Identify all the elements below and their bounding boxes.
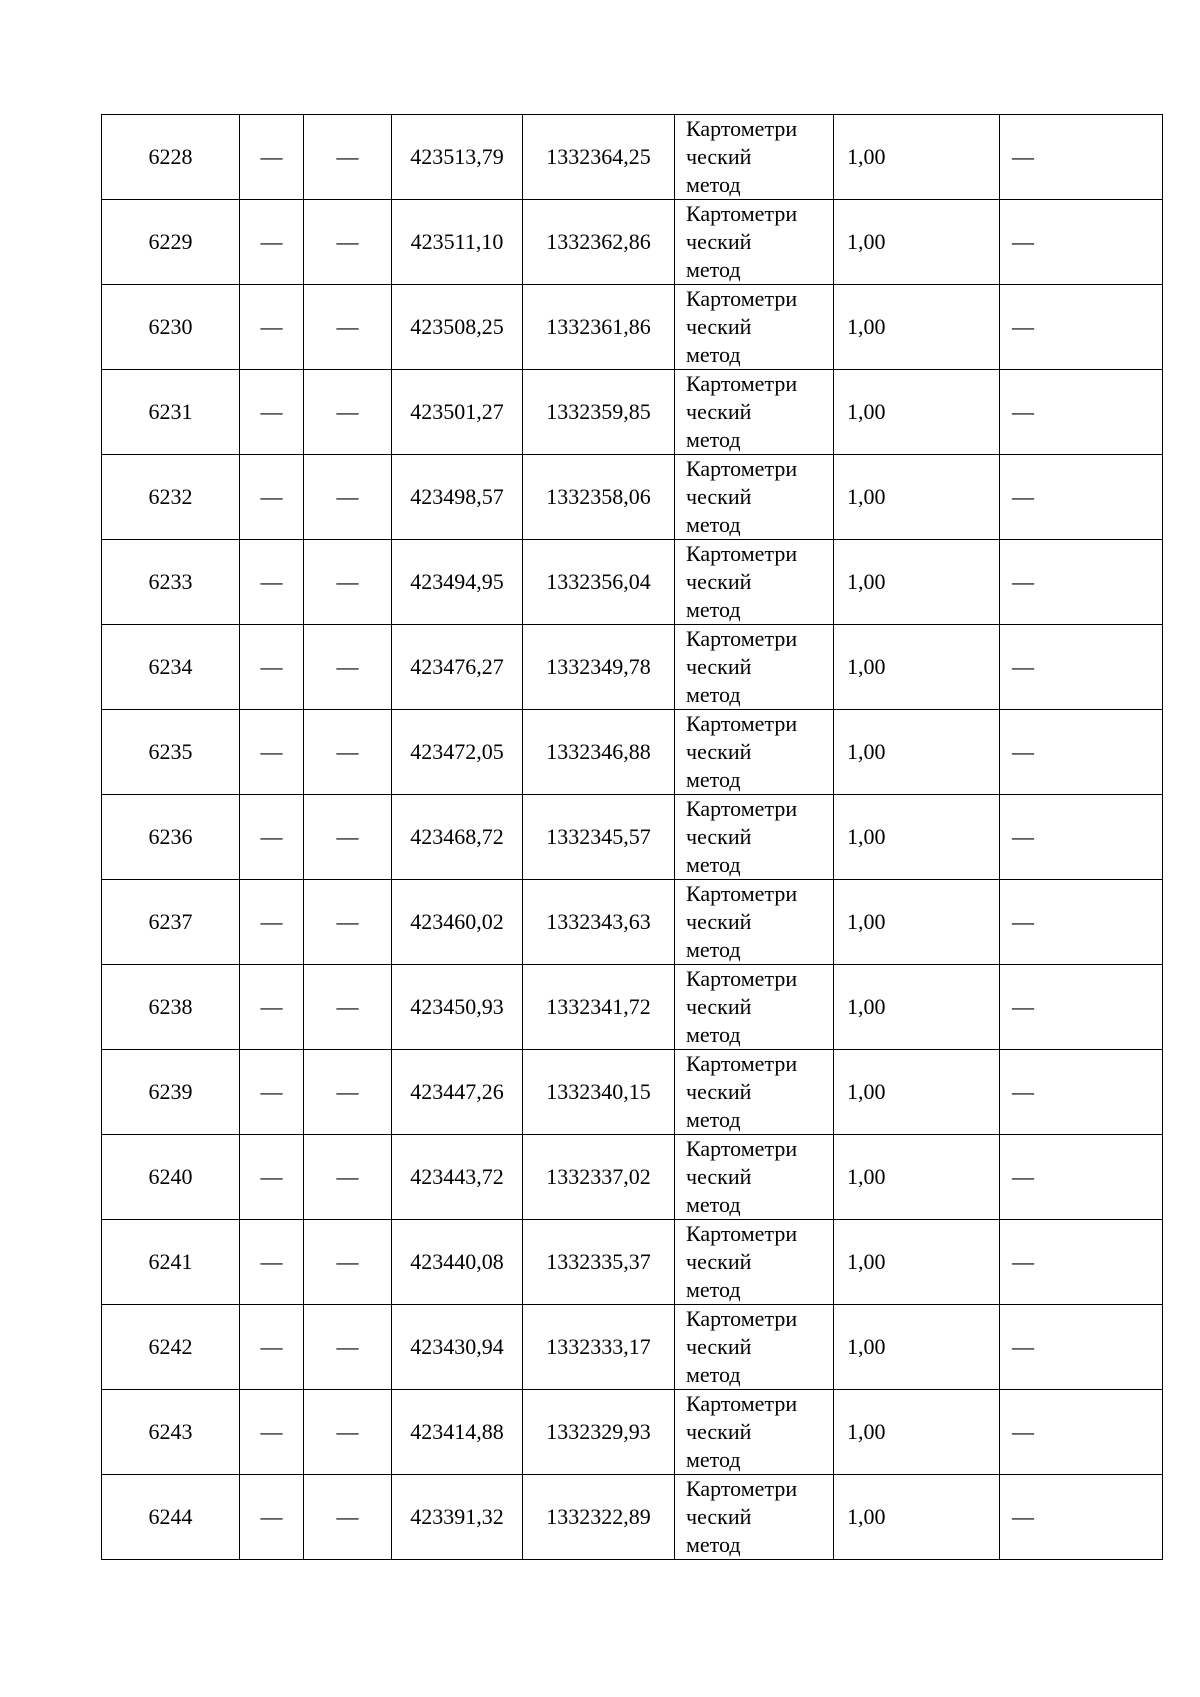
method-text-line: Картометри [686,1051,798,1076]
dash-cell: — [1000,370,1163,455]
accuracy-cell: 1,00 [834,1135,1000,1220]
dash-cell: — [1000,1475,1163,1560]
method-cell [675,1135,834,1220]
dash-cell: — [240,795,304,880]
method-text-line: Картометри [686,1221,798,1246]
x-coordinate-cell: 423443,72 [392,1135,523,1220]
dash-cell: — [1000,1050,1163,1135]
accuracy-cell: 1,00 [834,1475,1000,1560]
x-coordinate-cell: 423498,57 [392,455,523,540]
dash-cell: — [1000,455,1163,540]
y-coordinate-cell: 1332341,72 [523,965,675,1050]
dash-cell: — [1000,625,1163,710]
method-cell [675,200,834,285]
y-coordinate-cell: 1332359,85 [523,370,675,455]
dash-cell: — [1000,795,1163,880]
accuracy-cell: 1,00 [834,200,1000,285]
dash-cell: — [1000,880,1163,965]
dash-cell: — [1000,1220,1163,1305]
table-row [102,710,1163,795]
y-coordinate-cell: 1332335,37 [523,1220,675,1305]
table-row [102,540,1163,625]
coordinates-table [101,114,1163,1560]
dash-cell: — [304,625,392,710]
dash-cell: — [1000,965,1163,1050]
table-row [102,1220,1163,1305]
dash-cell: — [304,965,392,1050]
x-coordinate-cell: 423430,94 [392,1305,523,1390]
dash-cell: — [304,455,392,540]
dash-cell: — [304,1220,392,1305]
x-coordinate-cell: 423447,26 [392,1050,523,1135]
method-text-line: ческий [686,1249,752,1274]
table-row [102,1475,1163,1560]
method-text-line: ческий [686,1334,752,1359]
dash-cell: — [1000,115,1163,200]
dash-cell: — [240,965,304,1050]
accuracy-cell: 1,00 [834,795,1000,880]
method-text-line: Картометри [686,1136,798,1161]
accuracy-cell: 1,00 [834,1220,1000,1305]
method-text-line: Картометри [686,626,798,651]
y-coordinate-cell: 1332337,02 [523,1135,675,1220]
method-cell [675,1050,834,1135]
accuracy-cell: 1,00 [834,455,1000,540]
table-row [102,115,1163,200]
dash-cell: — [240,455,304,540]
method-text-line: метод [686,1277,741,1302]
method-text-line: метод [686,682,741,707]
method-text-line: метод [686,767,741,792]
method-text-line: метод [686,937,741,962]
method-text-line: метод [686,257,741,282]
dash-cell: — [240,370,304,455]
method-text-line: Картометри [686,1476,798,1501]
dash-cell: — [240,1390,304,1475]
method-cell [675,625,834,710]
dash-cell: — [240,200,304,285]
point-number-cell: 6230 [102,285,240,370]
method-cell [675,1390,834,1475]
table-row [102,1390,1163,1475]
x-coordinate-cell: 423508,25 [392,285,523,370]
method-text-line: Картометри [686,711,798,736]
method-text-line: Картометри [686,286,798,311]
dash-cell: — [1000,1135,1163,1220]
y-coordinate-cell: 1332361,86 [523,285,675,370]
dash-cell: — [240,880,304,965]
y-coordinate-cell: 1332340,15 [523,1050,675,1135]
x-coordinate-cell: 423460,02 [392,880,523,965]
method-text-line: ческий [686,1164,752,1189]
method-text-line: метод [686,852,741,877]
table-row [102,1305,1163,1390]
accuracy-cell: 1,00 [834,115,1000,200]
y-coordinate-cell: 1332345,57 [523,795,675,880]
x-coordinate-cell: 423511,10 [392,200,523,285]
dash-cell: — [240,1220,304,1305]
dash-cell: — [240,1050,304,1135]
method-cell [675,370,834,455]
point-number-cell: 6236 [102,795,240,880]
dash-cell: — [304,370,392,455]
point-number-cell: 6229 [102,200,240,285]
method-text-line: ческий [686,1504,752,1529]
y-coordinate-cell: 1332358,06 [523,455,675,540]
dash-cell: — [304,115,392,200]
table-row [102,1135,1163,1220]
method-text-line: ческий [686,399,752,424]
point-number-cell: 6243 [102,1390,240,1475]
accuracy-cell: 1,00 [834,710,1000,795]
method-text-line: Картометри [686,116,798,141]
method-text-line: Картометри [686,881,798,906]
dash-cell: — [304,1475,392,1560]
dash-cell: — [304,540,392,625]
dash-cell: — [304,1050,392,1135]
method-text-line: метод [686,597,741,622]
dash-cell: — [304,880,392,965]
dash-cell: — [240,625,304,710]
method-text-line: ческий [686,824,752,849]
point-number-cell: 6239 [102,1050,240,1135]
dash-cell: — [1000,1305,1163,1390]
method-text-line: метод [686,1192,741,1217]
method-text-line: Картометри [686,201,798,226]
y-coordinate-cell: 1332364,25 [523,115,675,200]
x-coordinate-cell: 423468,72 [392,795,523,880]
method-cell [675,455,834,540]
accuracy-cell: 1,00 [834,285,1000,370]
method-cell [675,880,834,965]
method-text-line: ческий [686,1419,752,1444]
dash-cell: — [304,285,392,370]
dash-cell: — [304,1305,392,1390]
accuracy-cell: 1,00 [834,370,1000,455]
method-text-line: метод [686,172,741,197]
y-coordinate-cell: 1332362,86 [523,200,675,285]
x-coordinate-cell: 423476,27 [392,625,523,710]
method-cell [675,710,834,795]
dash-cell: — [304,1135,392,1220]
x-coordinate-cell: 423414,88 [392,1390,523,1475]
x-coordinate-cell: 423450,93 [392,965,523,1050]
point-number-cell: 6242 [102,1305,240,1390]
method-text-line: метод [686,1362,741,1387]
dash-cell: — [240,1135,304,1220]
table-row [102,795,1163,880]
dash-cell: — [1000,1390,1163,1475]
dash-cell: — [304,1390,392,1475]
method-text-line: Картометри [686,371,798,396]
table-row [102,285,1163,370]
method-text-line: ческий [686,654,752,679]
method-cell [675,965,834,1050]
point-number-cell: 6232 [102,455,240,540]
table-body [102,115,1163,1560]
method-text-line: Картометри [686,966,798,991]
x-coordinate-cell: 423501,27 [392,370,523,455]
method-text-line: ческий [686,909,752,934]
point-number-cell: 6237 [102,880,240,965]
x-coordinate-cell: 423494,95 [392,540,523,625]
dash-cell: — [240,115,304,200]
method-cell [675,1475,834,1560]
point-number-cell: 6235 [102,710,240,795]
accuracy-cell: 1,00 [834,1305,1000,1390]
point-number-cell: 6234 [102,625,240,710]
method-text-line: Картометри [686,1306,798,1331]
x-coordinate-cell: 423440,08 [392,1220,523,1305]
method-text-line: ческий [686,229,752,254]
dash-cell: — [1000,200,1163,285]
accuracy-cell: 1,00 [834,1390,1000,1475]
point-number-cell: 6240 [102,1135,240,1220]
y-coordinate-cell: 1332333,17 [523,1305,675,1390]
x-coordinate-cell: 423472,05 [392,710,523,795]
accuracy-cell: 1,00 [834,625,1000,710]
method-cell [675,1305,834,1390]
point-number-cell: 6231 [102,370,240,455]
accuracy-cell: 1,00 [834,1050,1000,1135]
point-number-cell: 6241 [102,1220,240,1305]
point-number-cell: 6244 [102,1475,240,1560]
table-row [102,625,1163,710]
dash-cell: — [240,540,304,625]
dash-cell: — [240,285,304,370]
method-cell [675,285,834,370]
y-coordinate-cell: 1332356,04 [523,540,675,625]
table-row [102,455,1163,540]
method-text-line: ческий [686,739,752,764]
method-text-line: ческий [686,314,752,339]
method-text-line: ческий [686,994,752,1019]
accuracy-cell: 1,00 [834,965,1000,1050]
point-number-cell: 6233 [102,540,240,625]
dash-cell: — [304,200,392,285]
method-text-line: метод [686,427,741,452]
table-row [102,1050,1163,1135]
accuracy-cell: 1,00 [834,540,1000,625]
accuracy-cell: 1,00 [834,880,1000,965]
method-text-line: метод [686,512,741,537]
dash-cell: — [304,795,392,880]
method-text-line: метод [686,1107,741,1132]
y-coordinate-cell: 1332343,63 [523,880,675,965]
method-text-line: Картометри [686,456,798,481]
method-cell [675,1220,834,1305]
dash-cell: — [1000,285,1163,370]
table-row [102,200,1163,285]
x-coordinate-cell: 423513,79 [392,115,523,200]
method-cell [675,115,834,200]
method-text-line: ческий [686,144,752,169]
dash-cell: — [240,710,304,795]
y-coordinate-cell: 1332346,88 [523,710,675,795]
method-cell [675,795,834,880]
y-coordinate-cell: 1332349,78 [523,625,675,710]
method-text-line: Картометри [686,541,798,566]
dash-cell: — [240,1305,304,1390]
method-text-line: метод [686,1447,741,1472]
table-row [102,370,1163,455]
dash-cell: — [1000,710,1163,795]
method-text-line: метод [686,1022,741,1047]
point-number-cell: 6228 [102,115,240,200]
dash-cell: — [304,710,392,795]
point-number-cell: 6238 [102,965,240,1050]
method-text-line: ческий [686,1079,752,1104]
method-text-line: Картометри [686,1391,798,1416]
y-coordinate-cell: 1332322,89 [523,1475,675,1560]
method-text-line: метод [686,342,741,367]
method-text-line: метод [686,1532,741,1557]
x-coordinate-cell: 423391,32 [392,1475,523,1560]
method-cell [675,540,834,625]
method-text-line: Картометри [686,796,798,821]
table-row [102,965,1163,1050]
method-text-line: ческий [686,569,752,594]
table-row [102,880,1163,965]
method-text-line: ческий [686,484,752,509]
dash-cell: — [1000,540,1163,625]
y-coordinate-cell: 1332329,93 [523,1390,675,1475]
dash-cell: — [240,1475,304,1560]
